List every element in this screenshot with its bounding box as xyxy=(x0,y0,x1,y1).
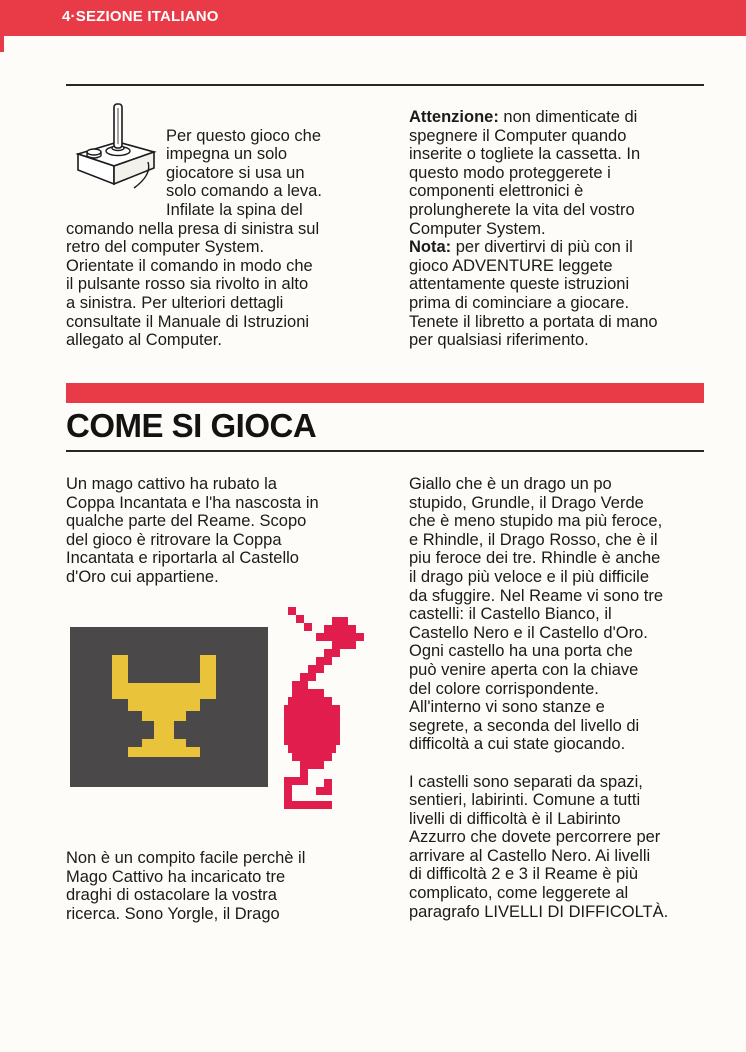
intro-left-line: Orientate il comando in modo che xyxy=(66,256,313,275)
intro-left-text xyxy=(66,127,396,350)
nota-text: per divertirvi di più con il gioco ADVENTURE leggete attentamente queste istruzioni prima di cominciare a giocare. Tenete il libretto a portata di mano per qualsiasi riferimento. xyxy=(409,238,658,350)
intro-left-line: Per questo gioco che xyxy=(166,126,322,145)
intro-left-line: impegna un solo xyxy=(166,145,288,164)
attenzione-text: non dimenticate di spegnere il Computer quando inserite o togliete la cassetta. In questo modo proteggerete i componenti elettronici è prolungherete la vita del vostro Computer System. xyxy=(409,108,641,238)
left-accent-stripe xyxy=(0,0,4,52)
nota-label: Nota: xyxy=(409,238,452,257)
top-divider xyxy=(66,84,704,86)
chalice-icon xyxy=(70,627,268,787)
section-divider xyxy=(66,450,704,452)
intro-left-line: allegato al Computer. xyxy=(66,331,222,350)
intro-left-line: giocatore si usa un xyxy=(166,163,305,182)
game-left-top-text: Un mago cattivo ha rubato la Coppa Incantata e l'ha nascosta in qualche parte del Reame. Scopo del gioco è ritrovare la Coppa Incantata e riportarla al Castello d'Oro cui appartiene. xyxy=(66,475,319,586)
game-right-text: Giallo che è un drago un po stupido, Grundle, il Drago Verde che è meno stupido ma più feroce, e Rhindle, il Drago Rosso, che è il piu feroce dei tre. Rhindle è anche il drago più veloce e il più difficile da sfuggire. Nel Reame vi sono tre castelli: il Castello Bianco, il Castello Nero e il Castello d'Oro. Ogni castello ha una porta che può venire aperta con la chiave del colore corrispondente. All'interno vi sono stanze e segrete, a seconda del livello di difficoltà a cui state giocando. I castelli sono separati da spazi, sentieri, labirinti. Comune a tutti livelli di difficoltà è il Labirinto Azzurro che dovete percorrere per arrivare al Castello Nero. Ai livelli di difficoltà 2 e 3 il Reame è più complicato, come leggerete al paragrafo LIVELLI DI DIFFICOLTÀ. xyxy=(409,475,669,921)
intro-left-block xyxy=(66,108,396,368)
intro-left-line: a sinistra. Per ulteriori dettagli xyxy=(66,293,284,312)
intro-left-line: solo comando a leva. xyxy=(166,182,322,201)
section-red-band xyxy=(66,383,704,403)
intro-left-line: consultate il Manuale di Istruzioni xyxy=(66,312,310,331)
intro-left-line: il pulsante rosso sia rivolto in alto xyxy=(66,275,309,294)
chalice-image xyxy=(70,627,268,787)
section-title: COME SI GIOCA xyxy=(66,407,317,444)
intro-left-line: Infilate la spina del xyxy=(166,200,303,219)
intro-left-line: comando nella presa di sinistra sul xyxy=(66,219,320,238)
intro-right-block xyxy=(409,108,709,350)
game-left-bottom-text: Non è un compito facile perchè il Mago Cattivo ha incaricato tre draghi di ostacolare la vostra ricerca. Sono Yorgle, il Drago xyxy=(66,849,306,923)
section-header-label: 4·SEZIONE ITALIANO xyxy=(62,8,219,25)
intro-left-line: retro del computer System. xyxy=(66,238,265,257)
dragon-icon xyxy=(276,603,372,813)
attenzione-label: Attenzione: xyxy=(409,108,499,126)
